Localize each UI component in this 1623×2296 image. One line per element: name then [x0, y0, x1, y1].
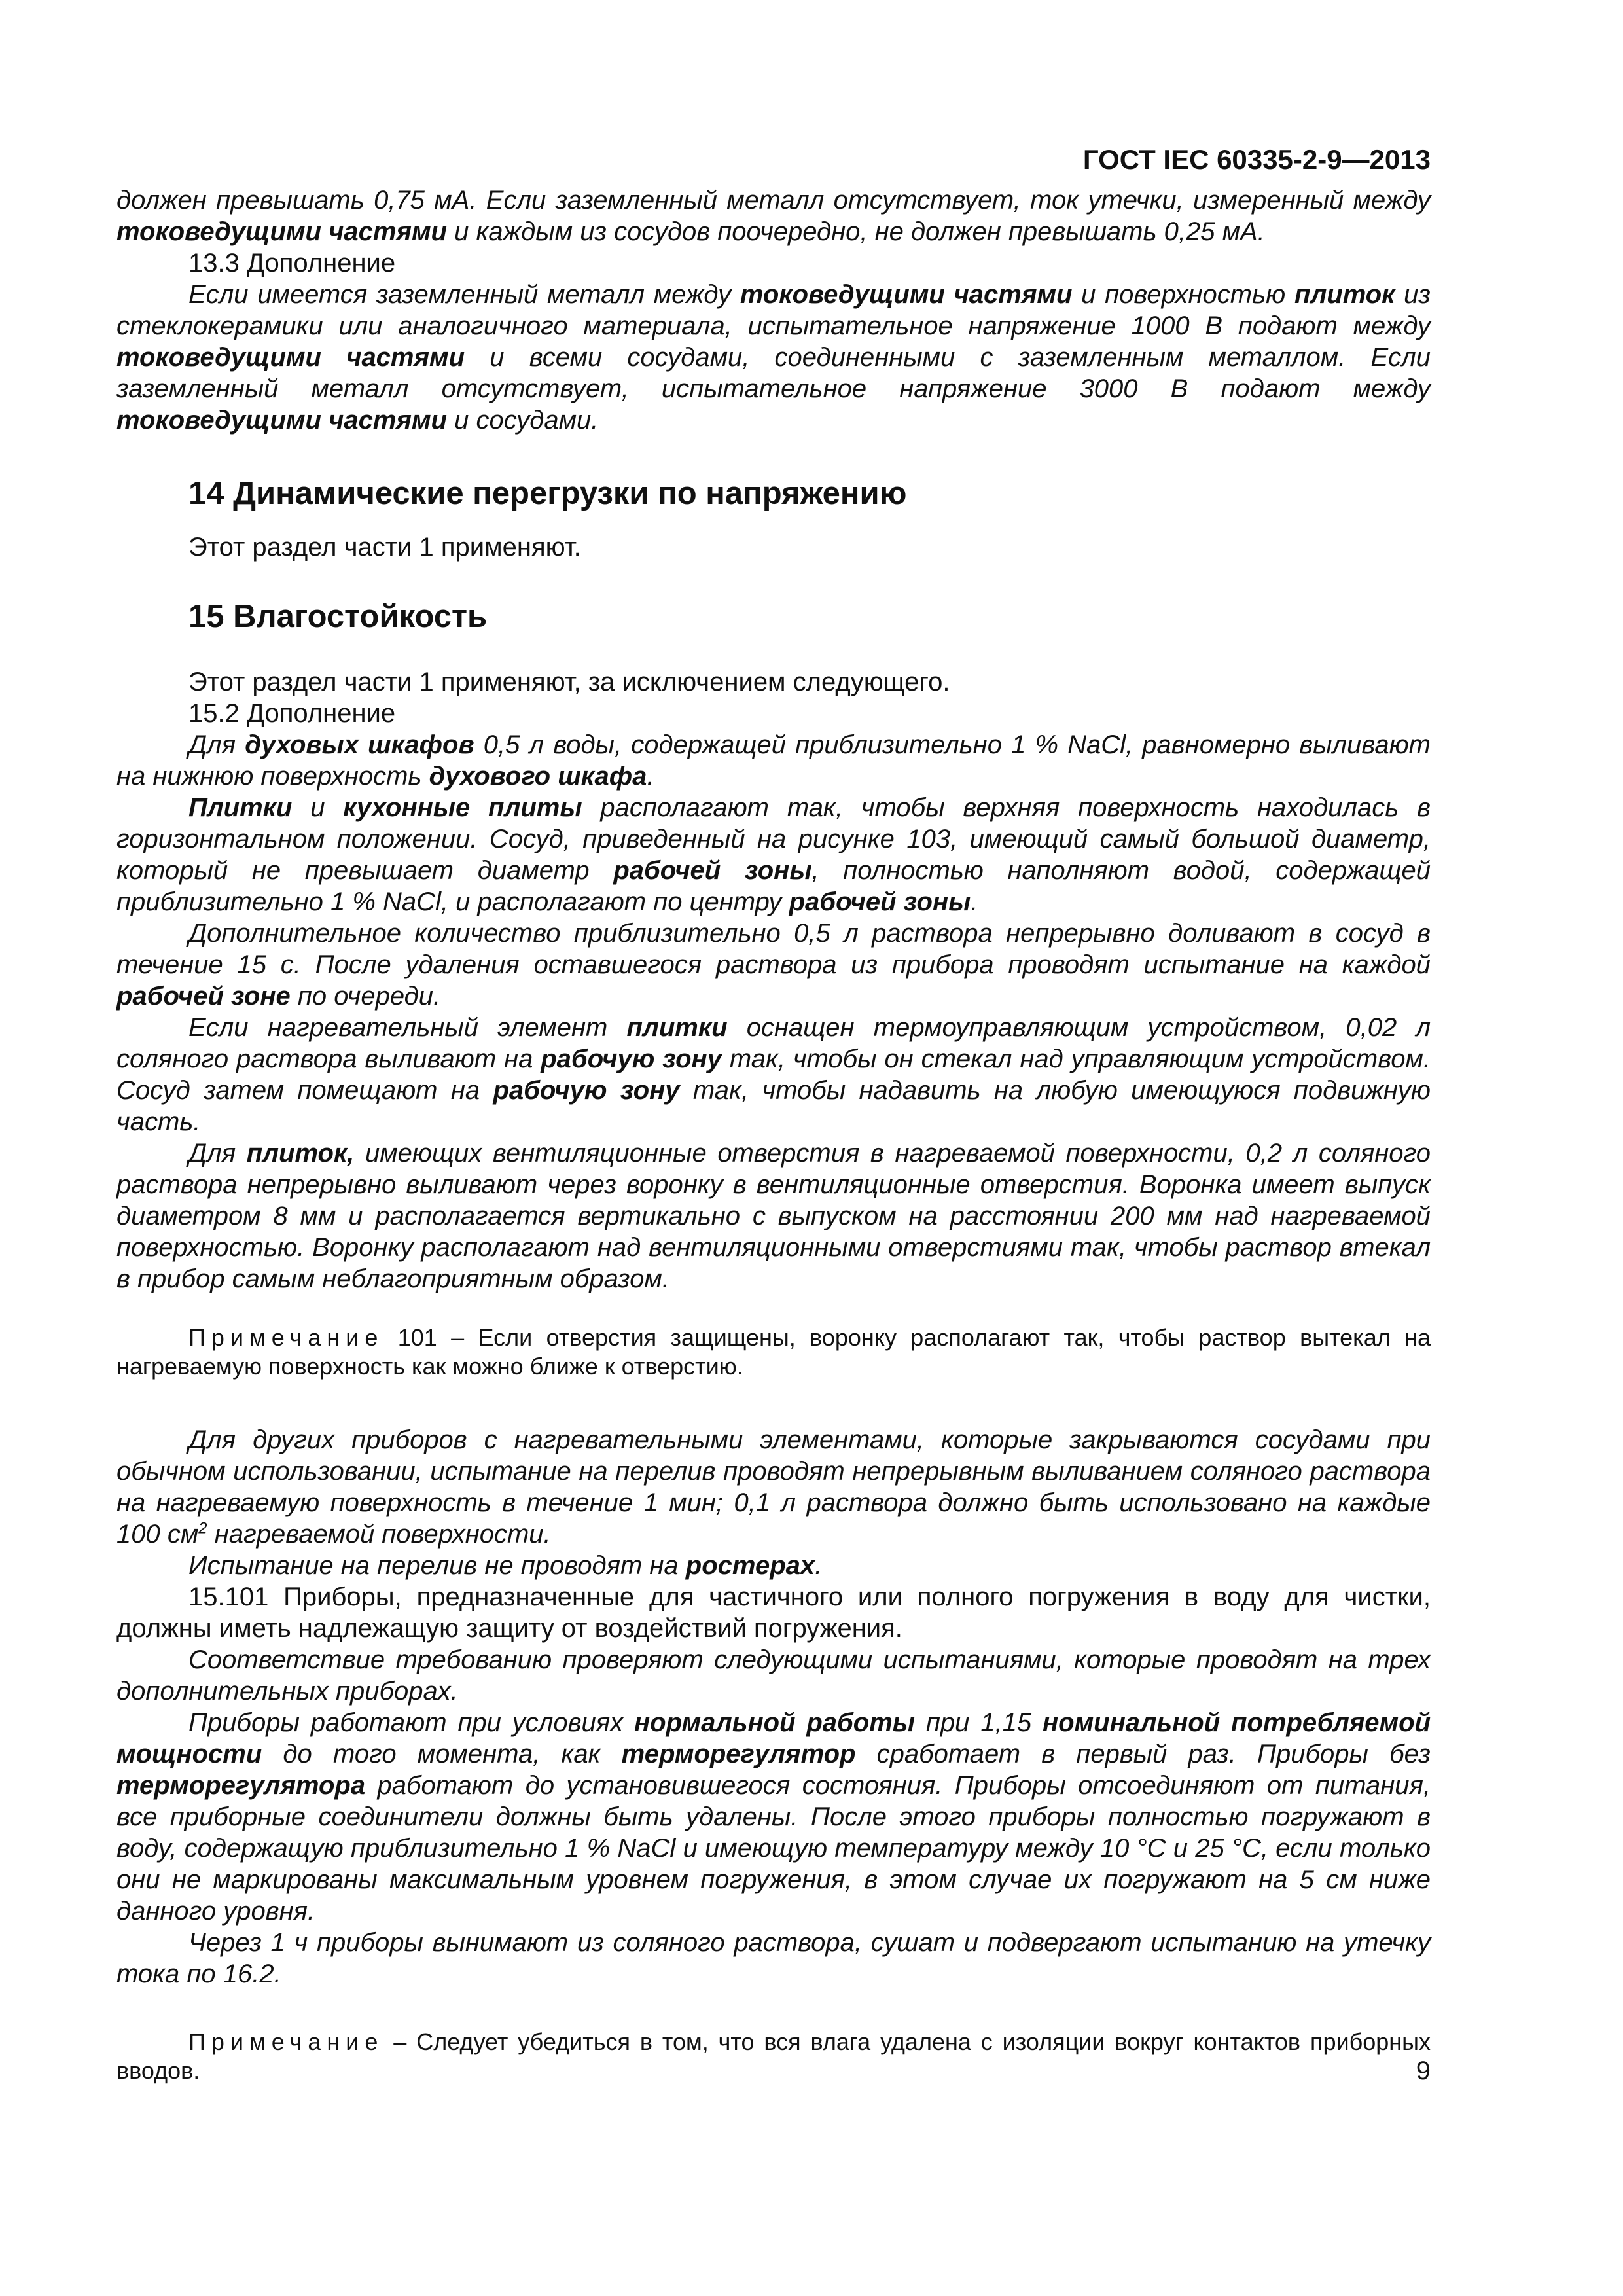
paragraph — [116, 666, 1431, 698]
text-run: духовых шкафов — [245, 730, 474, 759]
text-run: токоведущими частями — [116, 343, 465, 372]
text-run: рабочей зоне — [116, 982, 291, 1011]
paragraph — [116, 247, 1431, 279]
paragraph — [116, 185, 1431, 247]
text-run: духового шкафа — [429, 762, 647, 791]
standard-header: ГОСТ IEC 60335-2-9—2013 — [1082, 144, 1431, 175]
text-run: номинальной потребляемой мощности — [116, 1708, 1431, 1768]
text-run: 101 – Если отверстия защищены, воронку располагают так, чтобы раствор вытекал на нагреваемую поверхность как можно ближе к отверстию. — [116, 1324, 1431, 1380]
text-run: рабочую зону — [541, 1045, 722, 1073]
paragraph — [116, 1550, 1431, 1581]
section-heading — [116, 597, 1431, 636]
text-run: плитки — [626, 1013, 728, 1042]
text-run: 13.3 Дополнение — [188, 249, 396, 278]
text-run: из стеклокерамики или аналогичного материала, испытательное напряжение 1000 В подают между — [116, 280, 1431, 340]
text-run: нагреваемой поверхности. — [207, 1520, 551, 1549]
text-run: оснащен термоуправляющим устройством, 0,02 л соляного раствора выливают на — [116, 1013, 1431, 1073]
text-run: так, чтобы он стекал над управляющим устройством. Сосуд затем помещают на — [116, 1045, 1431, 1105]
text-run: должен превышать 0,75 мА. Если заземленный металл отсутствует, ток утечки, измеренный между — [116, 186, 1431, 215]
paragraph — [116, 698, 1431, 729]
section-heading — [116, 474, 1431, 513]
text-run: рабочей зоны — [789, 888, 971, 916]
text-run: Для — [188, 1139, 247, 1168]
text-run: Дополнительное количество приблизительно 0,5 л раствора непрерывно доливают в сосуд в течение 15 с. После удаления оставшегося раствора из прибора проводят испытание на каждой — [116, 919, 1431, 979]
text-run: и всеми сосудами, соединенными с заземленным металлом. Если заземленный металл отсутствует, испытательное напряжение 3000 В подают между — [116, 343, 1431, 403]
text-run: . — [647, 762, 654, 791]
text-run: 2 — [198, 1519, 207, 1537]
text-run: нормальной работы — [633, 1708, 915, 1737]
paragraph — [116, 1581, 1431, 1644]
paragraph — [116, 792, 1431, 918]
text-run: Плитки — [188, 793, 293, 822]
text-run: , полностью наполняют водой, содержащей приблизительно 1 % NaCl, и располагают по центру — [116, 856, 1431, 916]
text-run: плиток — [1294, 280, 1395, 309]
text-run: Примечание — [188, 1324, 384, 1351]
text-run: 15.2 Дополнение — [188, 699, 396, 728]
note-paragraph — [116, 1323, 1431, 1381]
text-run: Через 1 ч приборы вынимают из соляного раствора, сушат и подвергают испытанию на утечку тока по 16.2. — [116, 1928, 1431, 1988]
text-run: Соответствие требованию проверяют следующими испытаниями, которые проводят на трех дополнительных приборах. — [116, 1645, 1431, 1706]
text-run: по очереди. — [290, 982, 441, 1011]
text-run: терморегулятора — [116, 1771, 366, 1800]
paragraph — [116, 1644, 1431, 1707]
text-run: плиток, — [246, 1139, 355, 1168]
text-run: Приборы работают при условиях — [188, 1708, 634, 1737]
text-run: Для других приборов с нагревательными элементами, которые закрываются сосудами при обычном использовании, испытание на перелив проводят непрерывным выливанием соляного раствора на нагреваемую поверхность в течение 1 мин; 0,1 л раствора должно быть использовано на каждые 100 см — [116, 1426, 1431, 1549]
paragraph — [116, 1138, 1431, 1295]
document-body — [116, 185, 1431, 2085]
document-page — [116, 144, 1431, 2085]
text-run: 14 Динамические перегрузки по напряжению — [188, 476, 907, 511]
text-run: . — [815, 1551, 823, 1580]
paragraph — [116, 1012, 1431, 1138]
text-run: – Следует убедиться в том, что вся влага удалена с изоляции вокруг контактов приборных вводов. — [116, 2028, 1431, 2084]
text-run: кухонные плиты — [343, 793, 582, 822]
text-run: имеющих вентиляционные отверстия в нагреваемой поверхности, 0,2 л соляного раствора непрерывно выливают через воронку в вентиляционные отверстия. Воронка имеет выпуск диаметром 8 мм и располагается вертикально с выпуском на расстоянии 200 мм над нагреваемой поверхностью. Воронку располагают над вентиляционными отверстиями так, чтобы раствор втекал в прибор самым неблагоприятным образом. — [116, 1139, 1431, 1293]
text-run: . — [971, 888, 978, 916]
text-run: Этот раздел части 1 применяют. — [188, 533, 581, 562]
text-run: ростерах — [685, 1551, 815, 1580]
text-run: рабочую зону — [493, 1076, 680, 1105]
text-run: токоведущими частями — [116, 406, 447, 435]
text-run: токоведущими частями — [116, 217, 447, 246]
text-run: и — [292, 793, 344, 822]
paragraph — [116, 1707, 1431, 1927]
paragraph — [116, 1424, 1431, 1550]
text-run: 15 Влагостойкость — [188, 599, 488, 634]
paragraph — [116, 918, 1431, 1012]
text-run: Если имеется заземленный металл между — [188, 280, 740, 309]
text-run: 0,5 л воды, содержащей приблизительно 1 % NaCl, равномерно выливают на нижнюю поверхность — [116, 730, 1431, 791]
text-run: работают до установившегося состояния. Приборы отсоединяют от питания, все приборные соединители должны быть удалены. После этого приборы полностью погружают в воду, содержащую приблизительно 1 % NaCl и имеющую температуру между 10 °С и 25 °С, если только они не маркированы максимальным уровнем погружения, в этом случае их погружают на 5 см ниже данного уровня. — [116, 1771, 1431, 1926]
text-run: Примечание — [188, 2028, 384, 2055]
text-run: до того момента, как — [262, 1740, 622, 1768]
page-number: 9 — [1416, 2056, 1431, 2085]
paragraph — [116, 729, 1431, 792]
text-run: рабочей зоны — [613, 856, 812, 885]
text-run: и поверхностью — [1072, 280, 1294, 309]
text-run: токоведущими частями — [740, 280, 1073, 309]
text-run: Этот раздел части 1 применяют, за исключением следующего. — [188, 668, 950, 696]
text-run: сработает в первый раз. Приборы без — [855, 1740, 1431, 1768]
paragraph — [116, 1927, 1431, 1990]
text-run: Если нагревательный элемент — [188, 1013, 627, 1042]
text-run: Испытание на перелив не проводят на — [188, 1551, 686, 1580]
note-paragraph — [116, 2028, 1431, 2085]
paragraph — [116, 531, 1431, 563]
text-run: терморегулятор — [621, 1740, 856, 1768]
paragraph — [116, 279, 1431, 436]
text-run: при 1,15 — [914, 1708, 1043, 1737]
text-run: располагают так, чтобы верхняя поверхность находилась в горизонтальном положении. Сосуд, приведенный на рисунке 103, имеющий самый большой диаметр, который не превышает диаметр — [116, 793, 1431, 885]
text-run: и каждым из сосудов поочередно, не должен превышать 0,25 мА. — [446, 217, 1265, 246]
text-run: Для — [188, 730, 245, 759]
text-run: 15.101 Приборы, предназначенные для частичного или полного погружения в воду для чистки, должны иметь надлежащую защиту от воздействий погружения. — [116, 1583, 1431, 1643]
text-run: так, чтобы надавить на любую имеющуюся подвижную часть. — [116, 1076, 1431, 1136]
text-run: и сосудами. — [446, 406, 599, 435]
